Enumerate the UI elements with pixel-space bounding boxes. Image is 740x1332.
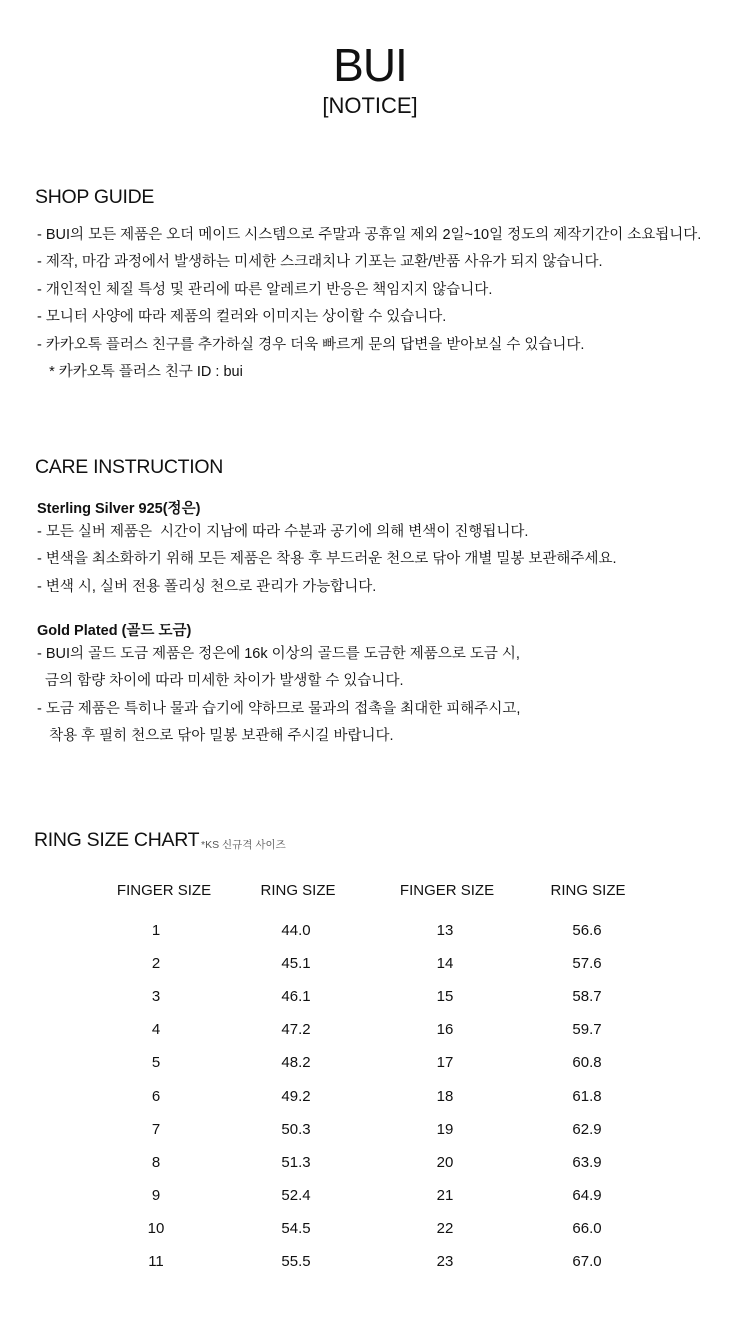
silver-line: - 모든 실버 제품은 시간이 지남에 따라 수분과 공기에 의해 변색이 진행됩니다. <box>37 524 529 540</box>
gold-title: Gold Plated (골드 도금) <box>37 623 192 639</box>
header-ring-size: RING SIZE <box>260 882 336 899</box>
finger-size-cell: 20 <box>436 1153 454 1171</box>
ring-size-cell: 48.2 <box>281 1054 311 1072</box>
ring-size-cell: 44.0 <box>281 922 311 939</box>
finger-size-cell: 18 <box>436 1087 454 1105</box>
finger-size-cell: 23 <box>436 1253 454 1270</box>
gold-line: 착용 후 필히 천으로 닦아 밀봉 보관해 주시길 바랍니다. <box>37 728 394 745</box>
ring-size-cell: 61.8 <box>572 1087 602 1105</box>
finger-size-cell: 11 <box>148 1253 164 1270</box>
ring-size-cell: 49.2 <box>281 1087 311 1105</box>
ring-size-cell: 51.3 <box>281 1153 311 1171</box>
silver-line: - 변색을 최소화하기 위해 모든 제품은 착용 후 부드러운 천으로 닦아 개별 밀봉 보관해주세요. <box>37 551 617 568</box>
header-finger-size: FINGER SIZE <box>116 882 212 899</box>
ring-size-cell: 66.0 <box>572 1219 602 1237</box>
finger-size-cell: 5 <box>151 1054 161 1072</box>
finger-size-cell: 21 <box>436 1186 454 1204</box>
shop-guide-line: - 개인적인 체질 특성 및 관리에 따른 알레르기 반응은 책임지지 않습니다. <box>37 281 493 298</box>
gold-list <box>37 641 520 751</box>
finger-size-cell: 7 <box>151 1120 161 1138</box>
ring-size-cell: 57.6 <box>572 955 602 973</box>
finger-size-cell: 17 <box>436 1054 454 1072</box>
silver-line: - 변색 시, 실버 전용 폴리싱 천으로 관리가 가능합니다. <box>37 578 377 595</box>
shop-guide-list <box>37 222 701 386</box>
ring-chart-note: *KS 신규격 사이즈 <box>201 839 286 851</box>
finger-size-cell: 13 <box>436 922 454 939</box>
ring-size-cell: 55.5 <box>281 1253 311 1270</box>
finger-size-cell: 10 <box>147 1219 165 1237</box>
ring-size-cell: 58.7 <box>572 988 602 1006</box>
ring-size-cell: 56.6 <box>572 922 602 939</box>
ring-size-cell: 54.5 <box>281 1219 311 1237</box>
finger-size-cell: 2 <box>151 955 161 973</box>
silver-title: Sterling Silver 925(정은) <box>37 501 201 517</box>
finger-size-cell: 16 <box>436 1021 454 1039</box>
ring-size-cell: 67.0 <box>572 1253 602 1270</box>
shop-guide-line: - 모니터 사양에 따라 제품의 컬러와 이미지는 상이할 수 있습니다. <box>37 309 447 326</box>
gold-line: - 도금 제품은 특히나 물과 습기에 약하므로 물과의 접촉을 최대한 피해주시고, <box>37 700 521 717</box>
ring-size-cell: 45.1 <box>281 955 311 973</box>
ring-size-cell: 50.3 <box>281 1120 311 1138</box>
ring-size-cell: 62.9 <box>572 1120 602 1138</box>
finger-size-cell: 3 <box>151 988 161 1006</box>
gold-line: 금의 함량 차이에 따라 미세한 차이가 발생할 수 있습니다. <box>37 673 404 690</box>
shop-guide-line: - 카카오톡 플러스 친구를 추가하실 경우 더욱 빠르게 문의 답변을 받아보실 수 있습니다. <box>37 336 585 353</box>
kakao-id-line: * 카카오톡 플러스 친구 ID : bui <box>37 364 243 381</box>
finger-size-cell: 19 <box>436 1120 454 1138</box>
gold-line: - BUI의 골드 도금 제품은 정은에 16k 이상의 골드를 도금한 제품으로 도금 시, <box>37 646 520 662</box>
finger-size-cell: 6 <box>151 1087 161 1105</box>
shop-guide-line: - 제작, 마감 과정에서 발생하는 미세한 스크래치나 기포는 교환/반품 사유가 되지 않습니다. <box>37 254 603 271</box>
notice-heading: [NOTICE] <box>322 93 418 118</box>
ring-size-cell: 63.9 <box>572 1153 602 1171</box>
shop-guide-line: - BUI의 모든 제품은 오더 메이드 시스템으로 주말과 공휴일 제외 2일~10일 정도의 제작기간이 소요됩니다. <box>37 227 702 243</box>
finger-size-cell: 8 <box>151 1153 161 1171</box>
finger-size-cell: 14 <box>436 955 454 973</box>
ring-size-cell: 60.8 <box>572 1054 602 1072</box>
header-finger-size: FINGER SIZE <box>399 882 495 899</box>
finger-size-cell: 1 <box>151 922 161 939</box>
ring-size-cell: 59.7 <box>572 1021 602 1039</box>
shop-guide-title: SHOP GUIDE <box>35 186 155 208</box>
finger-size-cell: 15 <box>436 988 454 1006</box>
finger-size-cell: 9 <box>151 1186 161 1204</box>
finger-size-cell: 22 <box>436 1219 454 1237</box>
ring-size-cell: 46.1 <box>281 988 311 1006</box>
header-ring-size: RING SIZE <box>550 882 626 899</box>
ring-size-cell: 52.4 <box>281 1186 311 1204</box>
care-title: CARE INSTRUCTION <box>35 456 224 478</box>
ring-chart-title: RING SIZE CHART <box>34 829 200 851</box>
ring-size-cell: 47.2 <box>281 1021 311 1039</box>
ring-size-cell: 64.9 <box>572 1186 602 1204</box>
finger-size-cell: 4 <box>151 1021 161 1039</box>
brand-title: BUI <box>333 39 407 91</box>
silver-list <box>37 519 616 601</box>
